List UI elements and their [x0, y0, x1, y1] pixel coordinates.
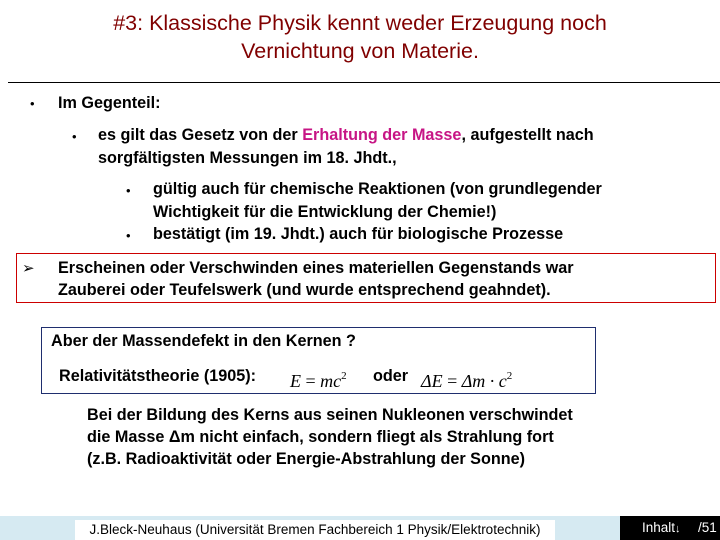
equation-e-mc2: $E = mc^2$	[290, 370, 347, 391]
equation-delta-e: $\Delta E = \Delta m \cdot c^2$	[421, 370, 513, 391]
oder-text: oder	[373, 367, 409, 385]
massendefekt-question: Aber der Massendefekt in den Kernen ?	[51, 332, 356, 350]
sub-bullet-1-line1: gültig auch für chemische Reaktionen (von grundlegender	[153, 180, 602, 198]
bullet-dot: •	[126, 183, 131, 198]
bullet-dot: •	[72, 129, 77, 144]
title-line-1: #3: Klassische Physik kennt weder Erzeugung noch	[113, 11, 607, 35]
sub-bullet-2-line1: bestätigt (im 19. Jhdt.) auch für biologische Prozesse	[153, 225, 564, 243]
bullet-l2-after: , aufgestellt nach	[461, 126, 594, 144]
down-arrow-icon: ↓	[675, 523, 681, 535]
nucleus-line3: (z.B. Radioaktivität oder Energie-Abstrahlung der Sonne)	[87, 450, 526, 468]
sub-bullet-1-line2: Wichtigkeit für die Entwicklung der Chemie!)	[153, 203, 497, 221]
bullet-l2-line2: sorgfältigsten Messungen im 18. Jhdt.,	[98, 149, 397, 167]
bullet-dot: •	[126, 228, 131, 243]
bullet-l2-text	[98, 124, 594, 147]
arrow-point-line1: Erscheinen oder Verschwinden eines materiellen Gegenstands war	[58, 259, 574, 277]
erhaltung-der-masse-highlight: Erhaltung der Masse	[302, 126, 462, 144]
footer-credit: J.Bleck-Neuhaus (Universität Bremen Fachbereich 1 Physik/Elektrotechnik)	[75, 520, 555, 540]
slide-title	[0, 9, 720, 65]
arrow-bullet-icon: ➢	[22, 260, 35, 277]
nucleus-line2: die Masse Δm nicht einfach, sondern fliegt als Strahlung fort	[87, 428, 554, 446]
bullet-l1-text: Im Gegenteil:	[58, 94, 161, 112]
arrow-point-line2: Zauberei oder Teufelswerk (und wurde entsprechend geahndet).	[58, 281, 551, 299]
title-divider	[8, 82, 720, 83]
bullet-l2-before: es gilt das Gesetz von der	[98, 126, 303, 144]
page-count: /51	[698, 520, 717, 535]
nucleus-line1: Bei der Bildung des Kerns aus seinen Nukleonen verschwindet	[87, 406, 573, 424]
bullet-dot: •	[30, 96, 35, 111]
relativity-label: Relativitätstheorie (1905):	[59, 367, 257, 385]
title-line-2: Vernichtung von Materie.	[241, 39, 479, 63]
inhalt-label: Inhalt	[642, 520, 676, 535]
inhalt-link[interactable]	[642, 519, 681, 538]
